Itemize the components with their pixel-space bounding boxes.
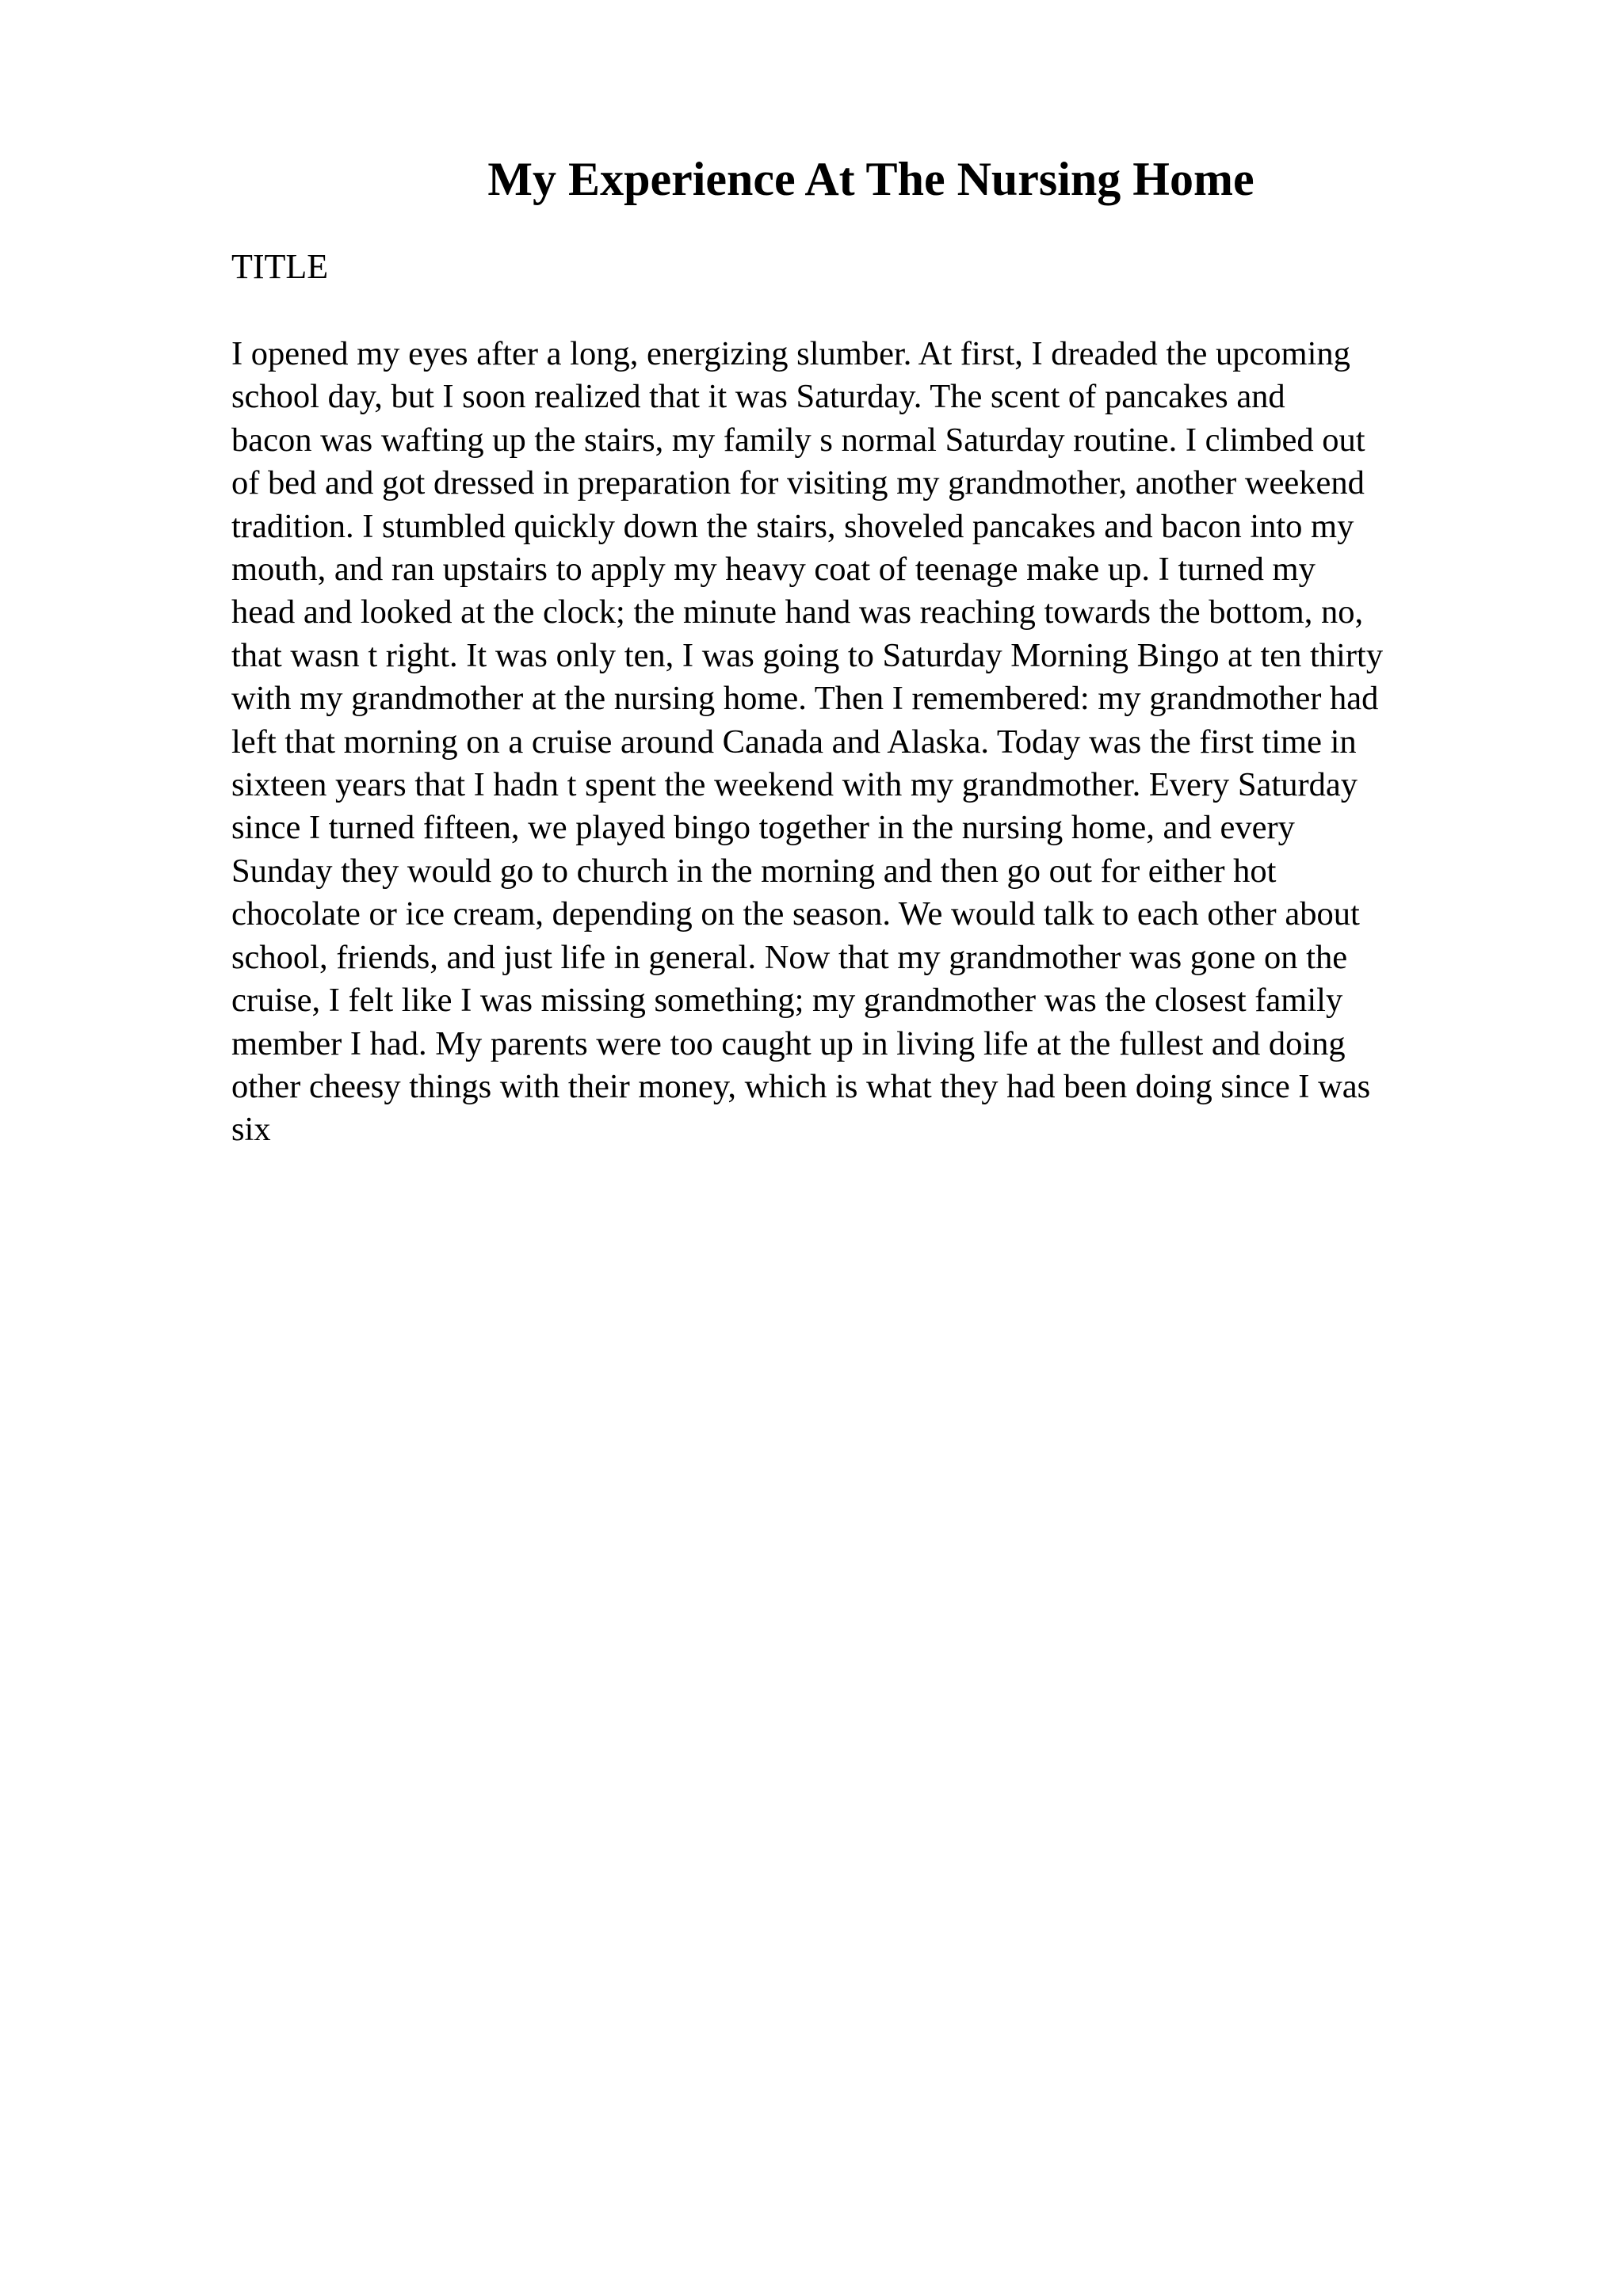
body-line: cruise, I felt like I was missing something; my grandmother was the closest family <box>231 982 1343 1020</box>
body-paragraph <box>231 333 1515 1152</box>
body-line: left that morning on a cruise around Canada and Alaska. Today was the first time in <box>231 723 1357 761</box>
body-line: Sunday they would go to church in the morning and then go out for either hot <box>231 852 1277 890</box>
body-line: mouth, and ran upstairs to apply my heavy coat of teenage make up. I turned my <box>231 551 1316 589</box>
body-line: that wasn t right. It was only ten, I was going to Saturday Morning Bingo at ten thirty <box>231 636 1384 674</box>
body-line: school, friends, and just life in general. Now that my grandmother was gone on the <box>231 938 1348 976</box>
section-label: TITLE <box>231 247 329 286</box>
body-line: I opened my eyes after a long, energizing slumber. At first, I dreaded the upcoming <box>231 335 1350 372</box>
body-line: since I turned fifteen, we played bingo together in the nursing home, and every <box>231 809 1295 847</box>
body-line: head and looked at the clock; the minute hand was reaching towards the bottom, no, <box>231 593 1364 631</box>
body-line: six <box>231 1111 271 1149</box>
body-line: bacon was wafting up the stairs, my family s normal Saturday routine. I climbed out <box>231 421 1365 459</box>
body-line: tradition. I stumbled quickly down the stairs, shoveled pancakes and bacon into my <box>231 507 1354 545</box>
body-line: of bed and got dressed in preparation for visiting my grandmother, another weekend <box>231 464 1365 502</box>
body-line: other cheesy things with their money, which is what they had been doing since I was <box>231 1067 1371 1105</box>
body-line: member I had. My parents were too caught up in living life at the fullest and doing <box>231 1024 1346 1062</box>
body-line: with my grandmother at the nursing home. Then I remembered: my grandmother had <box>231 680 1379 718</box>
document-title: My Experience At The Nursing Home <box>487 153 1254 205</box>
body-line: chocolate or ice cream, depending on the season. We would talk to each other about <box>231 895 1360 933</box>
body-line: school day, but I soon realized that it was Saturday. The scent of pancakes and <box>231 378 1285 416</box>
body-line: sixteen years that I hadn t spent the weekend with my grandmother. Every Saturday <box>231 766 1358 804</box>
